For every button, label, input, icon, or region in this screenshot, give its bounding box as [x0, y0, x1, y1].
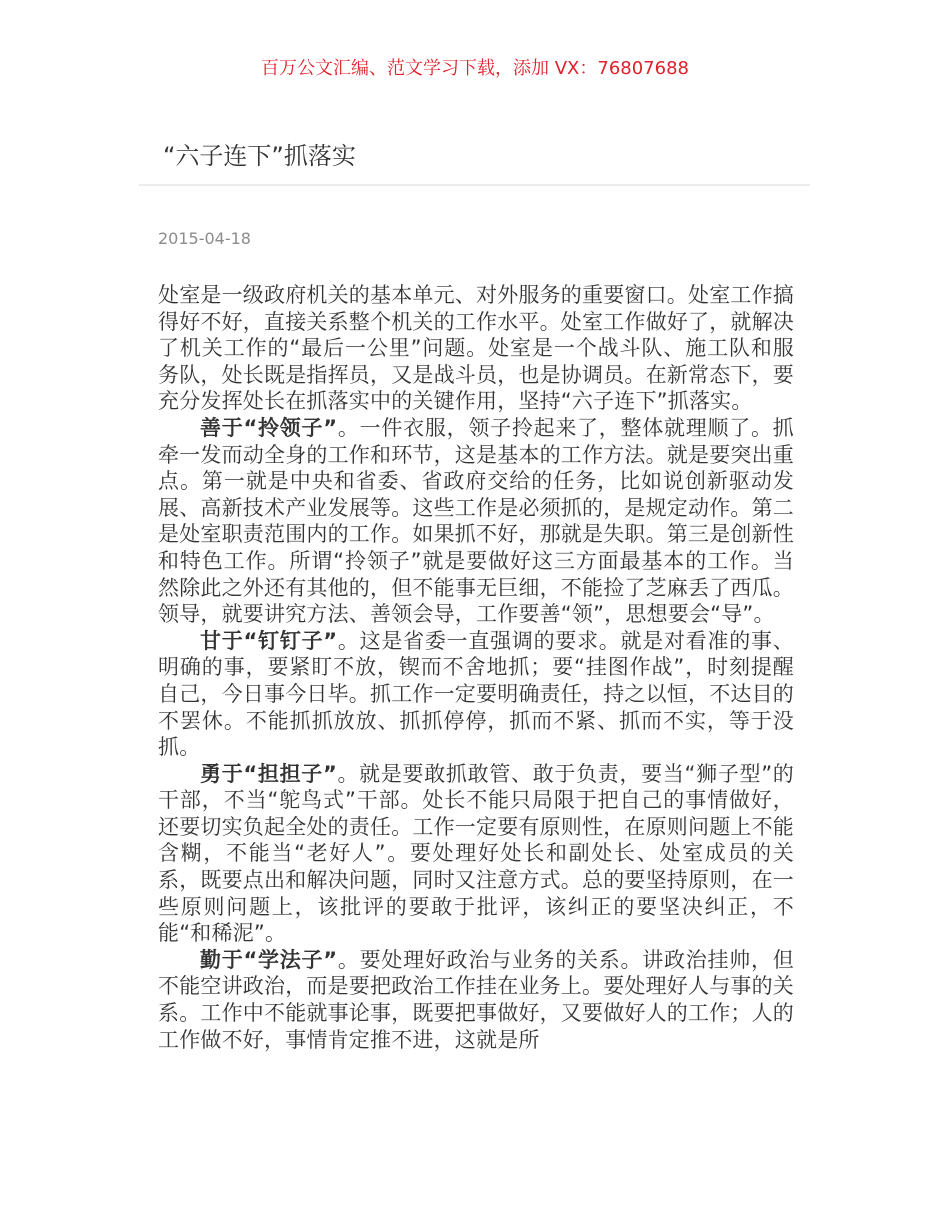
section-text: 。这是省委一直强调的要求。就是对看准的事、明确的事，要紧盯不放，锲而不舍地抓；要“挂图作战”，时刻提醒自己，今日事今日毕。抓工作一定要明确责任，持之以恒，不达目的不罢休。不能抓抓放放、抓抓停停，抓而不紧、抓而不实，等于没抓。	[158, 628, 794, 760]
title-divider	[139, 184, 810, 186]
section-paragraph-danzi	[158, 761, 794, 947]
section-text: 。一件衣服，领子拎起来了，整体就理顺了。抓牵一发而动全身的工作和环节，这是基本的工作方法。就是要突出重点。第一就是中央和省委、省政府交给的任务，比如说创新驱动发展、高新技术产业发展等。这些工作是必须抓的，是规定动作。第二是处室职责范围内的工作。如果抓不好，那就是失职。第三是创新性和特色工作。所谓“拎领子”就是要做好这三方面最基本的工作。当然除此之外还有其他的，但不能事无巨细，不能捡了芝麻丢了西瓜。领导，就要讲究方法、善领会导，工作要善“领”，思想要会“导”。	[158, 415, 794, 627]
article-title: “六子连下”抓落实	[163, 142, 356, 170]
section-paragraph-lingzi	[158, 415, 794, 628]
section-paragraph-fazi	[158, 947, 794, 1053]
section-heading: 善于“拎领子”	[200, 415, 338, 440]
publish-date: 2015-04-18	[158, 229, 251, 248]
promo-banner: 百万公文汇编、范文学习下载，添加 VX：76807688	[261, 58, 689, 79]
article-body	[158, 282, 794, 1053]
section-heading: 勇于“担担子”	[200, 761, 337, 786]
section-heading: 甘于“钉钉子”	[200, 628, 338, 653]
section-heading: 勤于“学法子”	[200, 947, 338, 972]
section-paragraph-dingzi	[158, 628, 794, 761]
intro-paragraph: 处室是一级政府机关的基本单元、对外服务的重要窗口。处室工作搞得好不好，直接关系整个机关的工作水平。处室工作做好了，就解决了机关工作的“最后一公里”问题。处室是一个战斗队、施工队和服务队，处长既是指挥员，又是战斗员，也是协调员。在新常态下，要充分发挥处长在抓落实中的关键作用，坚持“六子连下”抓落实。	[158, 283, 794, 414]
section-text: 。就是要敢抓敢管、敢于负责，要当“狮子型”的干部，不当“鸵鸟式”干部。处长不能只局限于把自己的事情做好，还要切实负起全处的责任。工作一定要有原则性，在原则问题上不能含糊，不能当“老好人”。要处理好处长和副处长、处室成员的关系，既要点出和解决问题，同时又注意方式。总的要坚持原则，在一些原则问题上，该批评的要敢于批评，该纠正的要坚决纠正，不能“和稀泥”。	[158, 761, 794, 946]
section-text: 。要处理好政治与业务的关系。讲政治挂帅，但不能空讲政治，而是要把政治工作挂在业务上。要处理好人与事的关系。工作中不能就事论事，既要把事做好，又要做好人的工作；人的工作做不好，事情肯定推不进，这就是所	[158, 947, 794, 1052]
